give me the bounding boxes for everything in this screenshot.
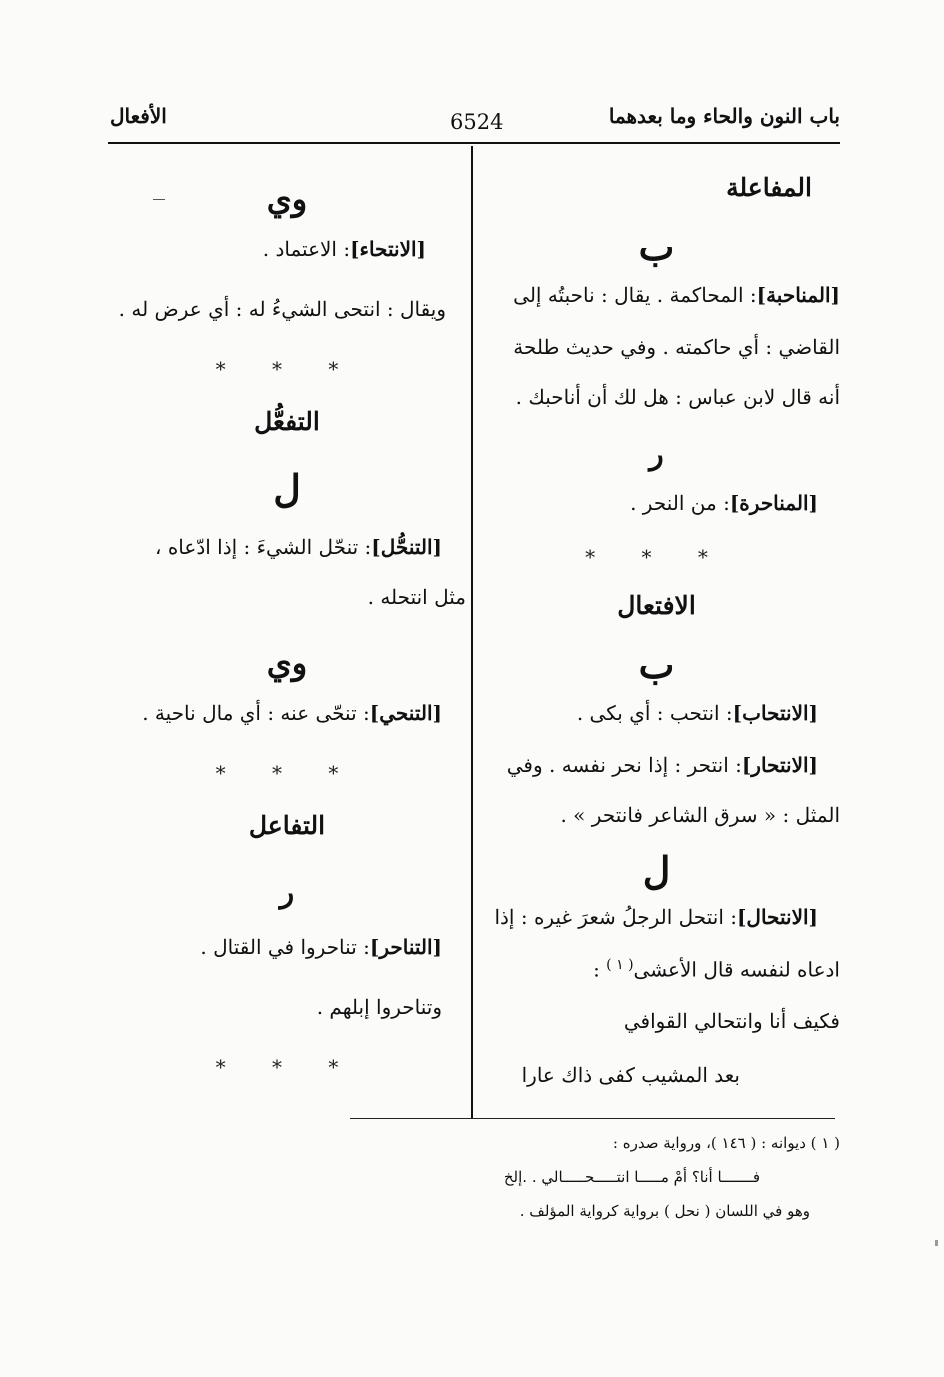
letter-heading-wy: وي <box>266 180 308 218</box>
entry-text: : انتحب : أي بكى . <box>576 701 733 725</box>
entry-munahaba-line2: القاضي : أي حاكمته . وفي حديث طلحة <box>513 335 840 359</box>
entry-munahara <box>630 491 818 515</box>
entry-text: : الاعتماد . <box>262 237 351 261</box>
entry-intihar-line1 <box>507 753 818 777</box>
verse-line1: فكيف أنا وانتحالي القوافي <box>623 1009 840 1033</box>
entry-term: [المناحرة] <box>729 491 818 515</box>
letter-heading-b: ب <box>638 642 675 687</box>
entry-munahaba-line1 <box>513 283 840 307</box>
section-heading-tafaul: التفعُّل <box>254 407 320 436</box>
footnote-rule <box>350 1118 835 1119</box>
entry-term: [التنحي] <box>369 701 442 725</box>
entry-intihab <box>577 701 818 725</box>
letter-heading-r: ر <box>279 875 295 910</box>
letter-heading-l: ل <box>273 466 301 511</box>
footnote-line: ( ١ ) ديوانه : ( ١٤٦ )، ورواية صدره : <box>612 1134 840 1152</box>
letter-heading-r: ر <box>649 437 664 472</box>
section-separator: * * * <box>585 545 728 569</box>
footnote-ref: ( ١ ) <box>606 957 634 973</box>
entry-text: : المحاكمة . يقال : ناحبتُه إلى <box>513 283 757 307</box>
chapter-title: باب النون والحاء وما بعدهما <box>608 104 840 128</box>
entry-text: ادعاه لنفسه قال الأعشى <box>633 957 840 982</box>
letter-heading-b: ب <box>638 224 675 269</box>
header-rule <box>108 142 840 144</box>
entry-term: [التناحر] <box>369 935 442 959</box>
entry-text: : تناحروا في القتال . <box>200 935 370 959</box>
footnote-line: وهو في اللسان ( نحل ) برواية كرواية المؤلف . <box>519 1202 810 1220</box>
letter-heading-l: ل <box>642 848 671 893</box>
footnote-line: فـــــــا أنا؟ أمْ مـــــا انتـــــحـــــالي . .إلخ <box>503 1168 760 1186</box>
column-divider <box>471 146 473 1119</box>
entry-term: [الانتحاب] <box>732 701 818 725</box>
entry-text: : من النحر . <box>630 491 730 515</box>
section-heading-tafaul2: التفاعل <box>248 811 326 840</box>
entry-term: [الانتحال] <box>736 905 818 929</box>
entry-intiha-line2: ويقال : انتحى الشيءُ له : أي عرض له . <box>118 297 446 321</box>
section-title: الأفعال <box>110 104 167 128</box>
entry-text: : تنحّى عنه : أي مال ناحية . <box>142 701 370 725</box>
scan-mark <box>935 1240 938 1246</box>
section-separator: * * * <box>215 1055 359 1079</box>
entry-tanahhi <box>142 701 442 725</box>
entry-text: : تنحّل الشيءَ : إذا ادّعاه ، <box>155 535 372 559</box>
verse-line2: بعد المشيب كفى ذاك عارا <box>521 1063 740 1087</box>
section-separator: * * * <box>215 761 359 785</box>
section-heading-mufaala: المفاعلة <box>726 173 812 202</box>
section-separator: * * * <box>215 357 359 381</box>
page-number: 6524 <box>450 110 504 134</box>
entry-intihar-line2: المثل : « سرق الشاعر فانتحر » . <box>560 803 840 827</box>
entry-intiha <box>263 237 426 261</box>
entry-term: [الانتحار] <box>741 753 818 777</box>
entry-tanahhul-line1 <box>155 535 442 559</box>
section-heading-iftial: الافتعال <box>617 591 696 620</box>
entry-text: : انتحل الرجلُ شعرَ غيره : إذا <box>494 905 737 929</box>
entry-term: [التنحُّل] <box>371 535 442 559</box>
entry-tanahur <box>200 935 442 959</box>
entry-text: : <box>593 957 600 982</box>
entry-term: [المناحبة] <box>756 283 840 307</box>
letter-heading-wy: وي <box>266 644 308 682</box>
entry-intihal-line1 <box>494 905 818 929</box>
entry-text: : انتحر : إذا نحر نفسه . وفي <box>506 753 742 777</box>
entry-tanahhul-line2: مثل انتحله . <box>367 585 466 609</box>
entry-term: [الانتحاء] <box>350 237 426 261</box>
entry-tanahur-line2: وتناحروا إبلهم . <box>316 995 442 1019</box>
entry-munahaba-line3: أنه قال لابن عباس : هل لك أن أناحبك . <box>515 385 840 409</box>
entry-intihal-line2 <box>593 957 840 982</box>
